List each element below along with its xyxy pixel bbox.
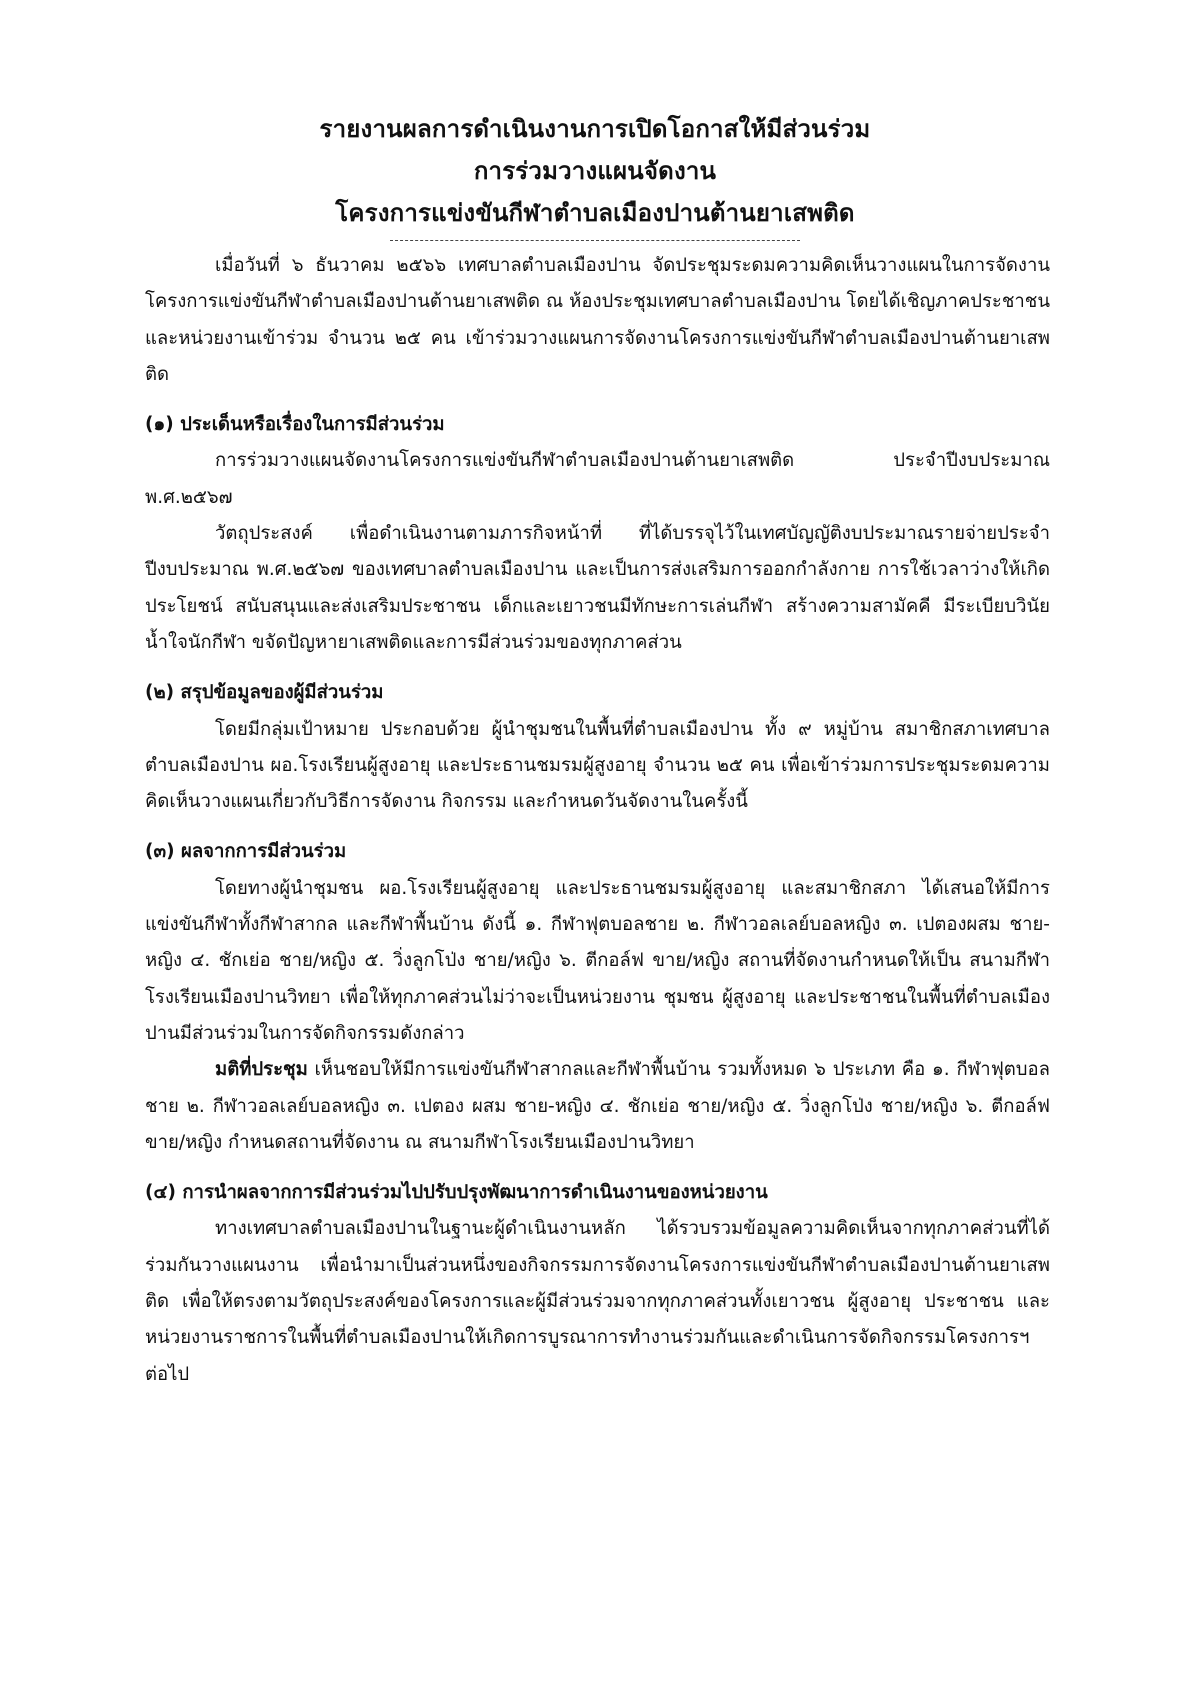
title-line-3: โครงการแข่งขันกีฬาตำบลเมืองปานต้านยาเสพติด [335, 199, 855, 227]
section-4-heading: (๔) การนำผลจากการมีส่วนร่วมไปปรับปรุงพัฒนาการดำเนินงานของหน่วยงาน [145, 1182, 768, 1204]
section-3-resolution [145, 1052, 1050, 1161]
section-3-paragraph-1: โดยทางผู้นำชุมชน ผอ.โรงเรียนผู้สูงอายุ และประธานชมรมผู้สูงอายุ และสมาชิกสภา ได้เสนอให้มีการแข่งขันกีฬาทั้งกีฬาสากล และกีฬาพื้นบ้าน ดังนี้ ๑. กีฬาฟุตบอลชาย ๒. กีฬาวอลเลย์บอลหญิง ๓. เปตองผสม ชาย-หญิง ๔. ชักเย่อ ชาย/หญิง ๕. วิ่งลูกโป่ง ชาย/หญิง ๖. ตีกอล์ฟ ขาย/หญิง สถานที่จัดงานกำหนดให้เป็น สนามกีฬาโรงเรียนเมืองปานวิทยา เพื่อให้ทุกภาคส่วนไม่ว่าจะเป็นหน่วยงาน ชุมชน ผู้สูงอายุ และประชาชนในพื้นที่ตำบลเมืองปานมีส่วนร่วมในการจัดกิจกรรมดังกล่าว [145, 877, 1050, 1044]
title-divider [390, 240, 800, 241]
section-1-paragraph-2: วัตถุประสงค์ เพื่อดำเนินงานตามภารกิจหน้าที่ ที่ได้บรรจุไว้ในเทศบัญญัติงบประมาณรายจ่ายประจำปีงบประมาณ พ.ศ.๒๕๖๗ ของเทศบาลตำบลเมืองปาน และเป็นการส่งเสริมการออกกำลังกาย การใช้เวลาว่างให้เกิดประโยชน์ สนับสนุนและส่งเสริมประชาชน เด็กและเยาวชนมีทักษะการเล่นกีฬา สร้างความสามัคคี มีระเบียบวินัย น้ำใจนักกีฬา ขจัดปัญหายาเสพติดและการมีส่วนร่วมของทุกภาคส่วน [145, 523, 1050, 653]
section-2-heading: (๒) สรุปข้อมูลของผู้มีส่วนร่วม [145, 682, 384, 704]
document-body [145, 248, 1050, 1393]
resolution-label: มติที่ประชุม [215, 1059, 308, 1081]
section-1-heading: (๑) ประเด็นหรือเรื่องในการมีส่วนร่วม [145, 414, 445, 436]
title-line-1: รายงานผลการดำเนินงานการเปิดโอกาสให้มีส่วนร่วม [319, 115, 871, 143]
title-line-2: การร่วมวางแผนจัดงาน [473, 157, 717, 185]
section-2-paragraph-1: โดยมีกลุ่มเป้าหมาย ประกอบด้วย ผู้นำชุมชนในพื้นที่ตำบลเมืองปาน ทั้ง ๙ หมู่บ้าน สมาชิกสภาเทศบาลตำบลเมืองปาน ผอ.โรงเรียนผู้สูงอายุ และประธานชมรมผู้สูงอายุ จำนวน ๒๕ คน เพื่อเข้าร่วมการประชุมระดมความคิดเห็นวางแผนเกี่ยวกับวิธีการจัดงาน กิจกรรม และกำหนดวันจัดงานในครั้งนี้ [145, 718, 1050, 813]
document-title [0, 108, 1190, 241]
intro-paragraph: เมื่อวันที่ ๖ ธันวาคม ๒๕๖๖ เทศบาลตำบลเมืองปาน จัดประชุมระดมความคิดเห็นวางแผนในการจัดงานโครงการแข่งขันกีฬาตำบลเมืองปานต้านยาเสพติด ณ ห้องประชุมเทศบาลตำบลเมืองปาน โดยได้เชิญภาคประชาชนและหน่วยงานเข้าร่วม จำนวน ๒๕ คน เข้าร่วมวางแผนการจัดงานโครงการแข่งขันกีฬาตำบลเมืองปานต้านยาเสพติด [145, 255, 1050, 385]
section-3-heading: (๓) ผลจากการมีส่วนร่วม [145, 841, 347, 863]
resolution-text: เห็นชอบให้มีการแข่งขันกีฬาสากลและกีฬาพื้นบ้าน รวมทั้งหมด ๖ ประเภท คือ ๑. กีฬาฟุตบอลชาย ๒. กีฬาวอลเลย์บอลหญิง ๓. เปตอง ผสม ชาย-หญิง ๔. ชักเย่อ ชาย/หญิง ๕. วิ่งลูกโป่ง ชาย/หญิง ๖. ตีกอล์ฟ ขาย/หญิง กำหนดสถานที่จัดงาน ณ สนามกีฬาโรงเรียนเมืองปานวิทยา [145, 1059, 1050, 1153]
section-1-paragraph-1: การร่วมวางแผนจัดงานโครงการแข่งขันกีฬาตำบลเมืองปานต้านยาเสพติด ประจำปีงบประมาณ พ.ศ.๒๕๖๗ [145, 450, 1050, 508]
section-4-paragraph-1: ทางเทศบาลตำบลเมืองปานในฐานะผู้ดำเนินงานหลัก ได้รวบรวมข้อมูลความคิดเห็นจากทุกภาคส่วนที่ได้ร่วมกันวางแผนงาน เพื่อนำมาเป็นส่วนหนึ่งของกิจกรรมการจัดงานโครงการแข่งขันกีฬาตำบลเมืองปานต้านยาเสพติด เพื่อให้ตรงตามวัตถุประสงค์ของโครงการและผู้มีส่วนร่วมจากทุกภาคส่วนทั้งเยาวชน ผู้สูงอายุ ประชาชน และหน่วยงานราชการในพื้นที่ตำบลเมืองปานให้เกิดการบูรณาการทำงานร่วมกันและดำเนินการจัดกิจกรรมโครงการฯ ต่อไป [145, 1218, 1050, 1385]
